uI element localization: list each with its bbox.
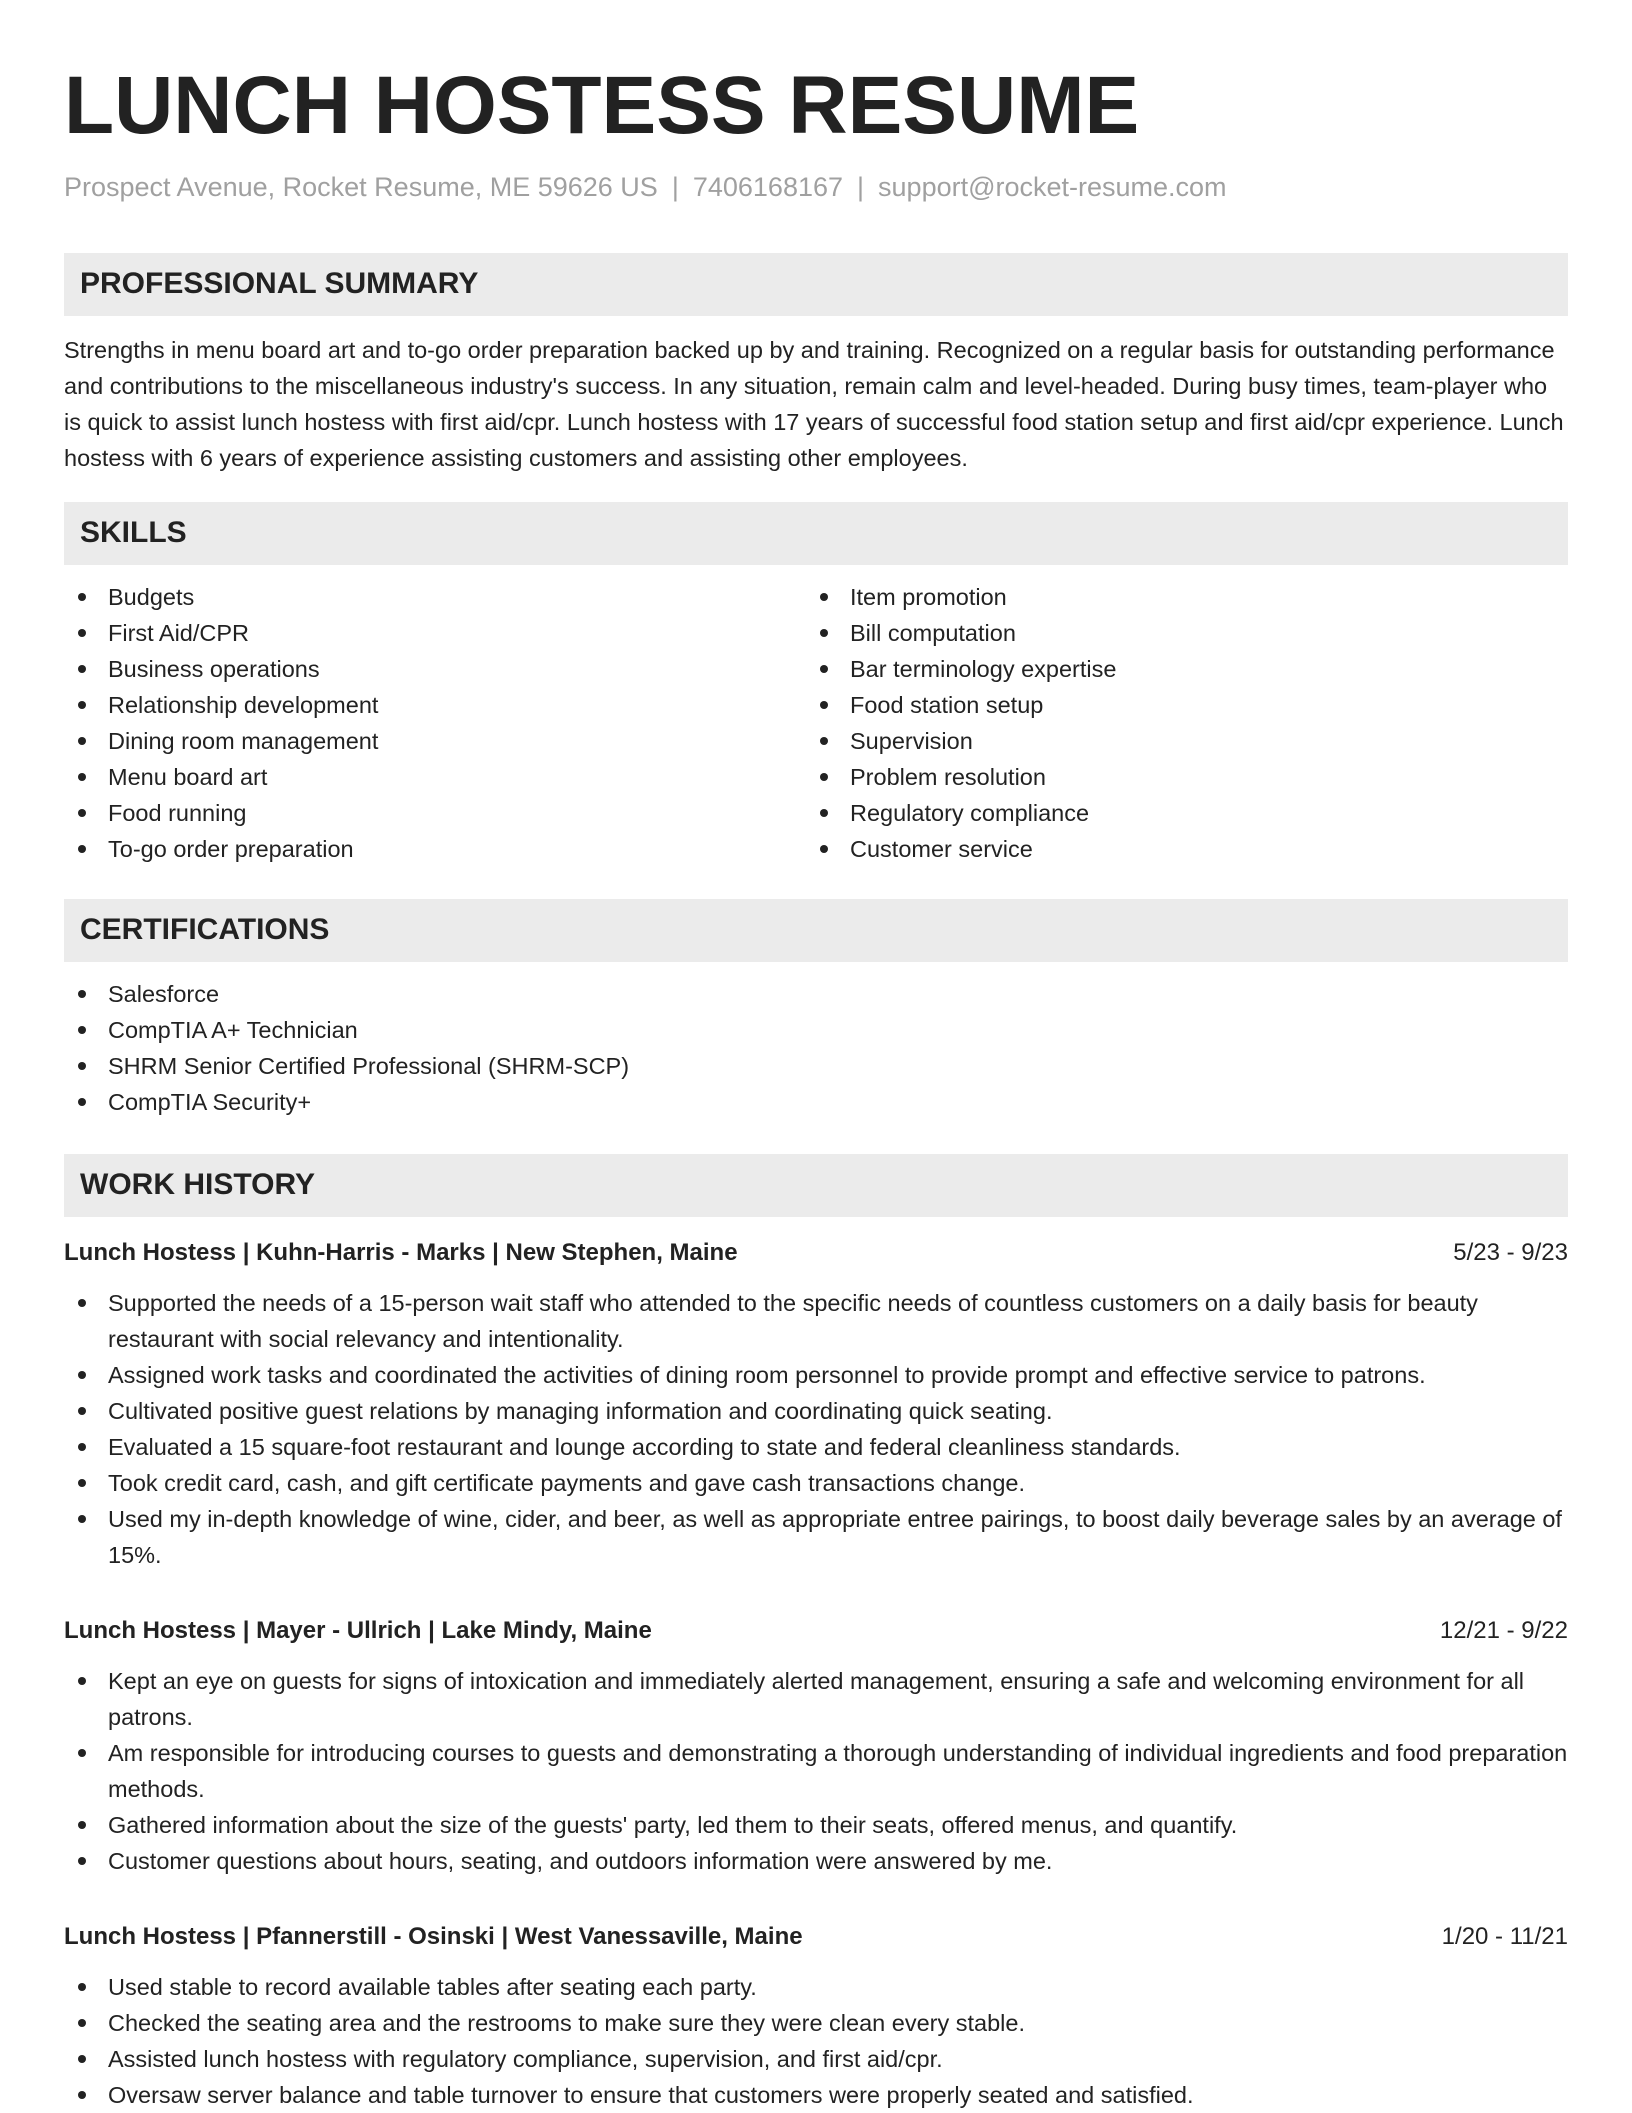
list-item: Kept an eye on guests for signs of intoxication and immediately alerted management, ensuring a safe and welcoming environment for all patrons. [64, 1663, 1568, 1735]
address: Prospect Avenue, Rocket Resume, ME 59626 US [64, 171, 658, 202]
list-item: Am responsible for introducing courses to guests and demonstrating a thorough understanding of individual ingredients and food preparation methods. [64, 1735, 1568, 1807]
job-title: Lunch Hostess | Mayer - Ullrich | Lake Mindy, Maine [64, 1616, 652, 1644]
list-item: Used stable to record available tables after seating each party. [64, 1969, 1568, 2005]
job-header [64, 1919, 1568, 1955]
certifications-heading: CERTIFICATIONS [64, 899, 1568, 962]
list-item: Oversaw server balance and table turnover to ensure that customers were properly seated and satisfied. [64, 2077, 1568, 2113]
list-item: SHRM Senior Certified Professional (SHRM-SCP) [64, 1048, 1568, 1084]
list-item: Took credit card, cash, and gift certificate payments and gave cash transactions change. [64, 1465, 1568, 1501]
skills-list-left [64, 579, 806, 867]
list-item: Cultivated positive guest relations by managing information and coordinating quick seating. [64, 1393, 1568, 1429]
contact-line [64, 171, 1568, 203]
list-item: CompTIA Security+ [64, 1084, 1568, 1120]
list-item: Menu board art [64, 759, 806, 795]
job-bullets [64, 1285, 1568, 1573]
job-entry [64, 1919, 1568, 2113]
list-item: Dining room management [64, 723, 806, 759]
page-title: LUNCH HOSTESS RESUME [64, 60, 1140, 151]
job-header [64, 1613, 1568, 1649]
list-item: Regulatory compliance [806, 795, 1548, 831]
phone: 7406168167 [692, 171, 844, 202]
job-title: Lunch Hostess | Kuhn-Harris - Marks | New Stephen, Maine [64, 1238, 738, 1266]
list-item: Food running [64, 795, 806, 831]
list-item: Bar terminology expertise [806, 651, 1548, 687]
separator: | [671, 171, 679, 202]
skills-heading: SKILLS [64, 502, 1568, 565]
list-item: First Aid/CPR [64, 615, 806, 651]
list-item: Item promotion [806, 579, 1548, 615]
certifications-list [64, 976, 1568, 1120]
job-bullets [64, 1663, 1568, 1879]
job-dates: 5/23 - 9/23 [1453, 1238, 1568, 1266]
job-header [64, 1235, 1568, 1271]
list-item: Used my in-depth knowledge of wine, cider, and beer, as well as appropriate entree pairings, to boost daily beverage sales by an average of 15%. [64, 1501, 1568, 1573]
list-item: To-go order preparation [64, 831, 806, 867]
job-title: Lunch Hostess | Pfannerstill - Osinski | West Vanessaville, Maine [64, 1922, 803, 1950]
list-item: Problem resolution [806, 759, 1548, 795]
skills-columns [64, 579, 1568, 867]
list-item: Assisted lunch hostess with regulatory compliance, supervision, and first aid/cpr. [64, 2041, 1568, 2077]
summary-text: Strengths in menu board art and to-go order preparation backed up by and training. Recognized on a regular basis for outstanding performance and contributions to the miscellaneous industry's success. In any situation, remain calm and level-headed. During busy times, team-player who is quick to assist lunch hostess with first aid/cpr. Lunch hostess with 17 years of successful food station setup and first aid/cpr experience. Lunch hostess with 6 years of experience assisting customers and assisting other employees. [64, 336, 1564, 471]
separator: | [857, 171, 865, 202]
job-entry [64, 1235, 1568, 1573]
list-item: Business operations [64, 651, 806, 687]
list-item: Evaluated a 15 square-foot restaurant and lounge according to state and federal cleanliness standards. [64, 1429, 1568, 1465]
list-item: Bill computation [806, 615, 1548, 651]
list-item: Supported the needs of a 15-person wait staff who attended to the specific needs of countless customers on a daily basis for beauty restaurant with social relevancy and intentionality. [64, 1285, 1568, 1357]
list-item: Gathered information about the size of the guests' party, led them to their seats, offered menus, and quantify. [64, 1807, 1568, 1843]
list-item: Customer questions about hours, seating, and outdoors information were answered by me. [64, 1843, 1568, 1879]
list-item: Budgets [64, 579, 806, 615]
job-entry [64, 1613, 1568, 1879]
list-item: CompTIA A+ Technician [64, 1012, 1568, 1048]
work-history-heading: WORK HISTORY [64, 1154, 1568, 1217]
skills-list-right [806, 579, 1548, 867]
list-item: Customer service [806, 831, 1548, 867]
list-item: Checked the seating area and the restrooms to make sure they were clean every stable. [64, 2005, 1568, 2041]
email-link[interactable]: support@rocket-resume.com [878, 171, 1227, 202]
summary-heading: PROFESSIONAL SUMMARY [64, 253, 1568, 316]
list-item: Assigned work tasks and coordinated the activities of dining room personnel to provide prompt and effective service to patrons. [64, 1357, 1568, 1393]
list-item: Relationship development [64, 687, 806, 723]
job-dates: 1/20 - 11/21 [1441, 1922, 1568, 1950]
list-item: Supervision [806, 723, 1548, 759]
list-item: Salesforce [64, 976, 1568, 1012]
list-item: Food station setup [806, 687, 1548, 723]
job-bullets [64, 1969, 1568, 2113]
work-history-list [64, 1235, 1568, 2113]
job-dates: 12/21 - 9/22 [1439, 1616, 1568, 1644]
